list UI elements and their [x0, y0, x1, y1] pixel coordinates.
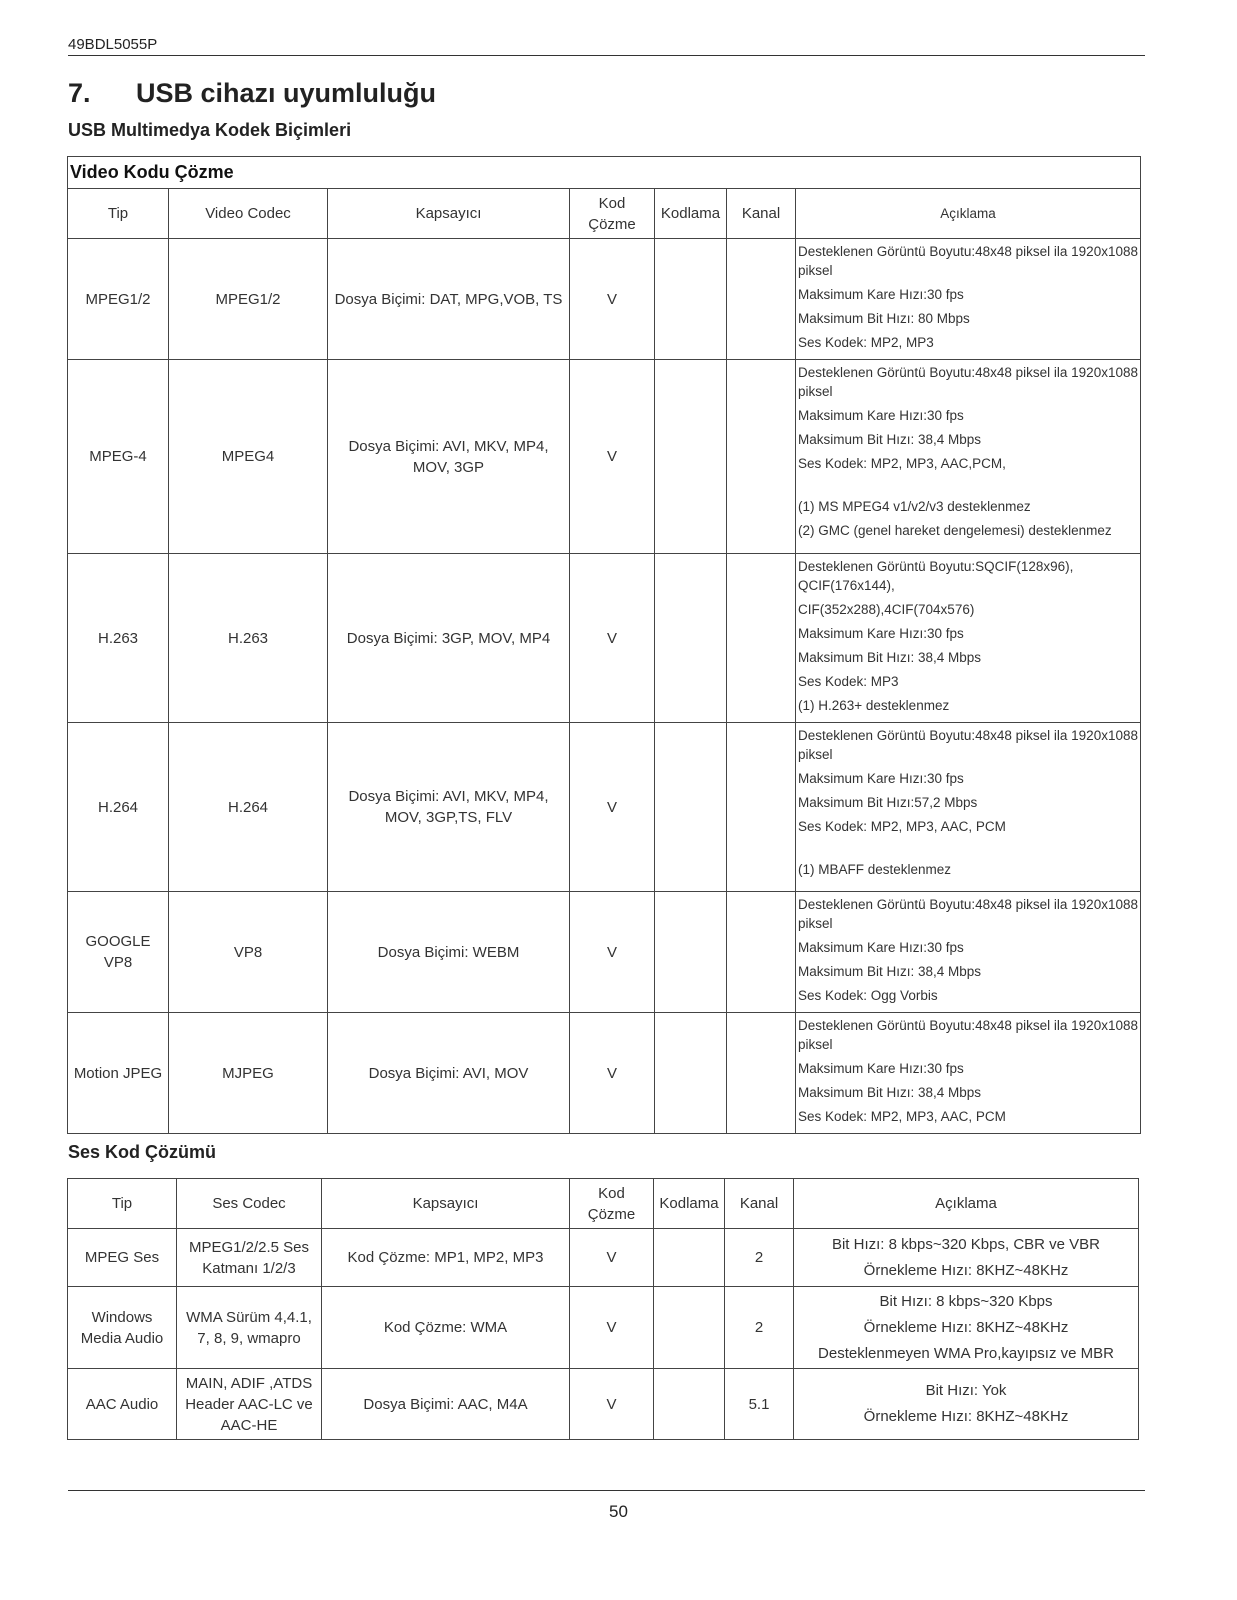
desc-line: Desteklenen Görüntü Boyutu:48x48 piksel ila 1920x1088 piksel — [798, 897, 1138, 931]
cell-channel: 2 — [725, 1287, 794, 1369]
table-row — [68, 1013, 1141, 1134]
cell-container: Dosya Biçimi: AVI, MKV, MP4, MOV, 3GP — [328, 360, 570, 554]
desc-note: (2) GMC (genel hareket dengelemesi) desteklenmez — [798, 523, 1112, 538]
table-row — [68, 723, 1141, 892]
section-title-text: USB cihazı uyumluluğu — [136, 78, 437, 108]
section-number: 7. — [68, 78, 91, 108]
cell-decode: V — [570, 239, 655, 360]
cell-decode: V — [570, 360, 655, 554]
desc-line: Maksimum Kare Hızı:30 fps — [798, 771, 964, 786]
table-row — [68, 1369, 1139, 1440]
cell-container: Dosya Biçimi: 3GP, MOV, MP4 — [328, 554, 570, 723]
cell-codec: MPEG1/2 — [169, 239, 328, 360]
desc-line: Desteklenen Görüntü Boyutu:SQCIF(128x96), QCIF(176x144), — [798, 559, 1074, 593]
page-number: 50 — [609, 1502, 628, 1521]
table-row — [68, 554, 1141, 723]
cell-description — [796, 1013, 1141, 1134]
desc-line: Desteklenen Görüntü Boyutu:48x48 piksel ila 1920x1088 piksel — [798, 365, 1138, 399]
cell-encode — [654, 1287, 725, 1369]
desc-line: Maksimum Bit Hızı:57,2 Mbps — [798, 795, 978, 810]
cell-decode: V — [570, 723, 655, 892]
cell-type: MPEG-4 — [68, 360, 169, 554]
cell-channel — [727, 892, 796, 1013]
col-header-channel: Kanal — [725, 1179, 794, 1229]
col-header-codec: Ses Codec — [177, 1179, 322, 1229]
desc-line: Desteklenen Görüntü Boyutu:48x48 piksel ila 1920x1088 piksel — [798, 244, 1138, 278]
desc-line: Ses Kodek: MP2, MP3, AAC, PCM — [798, 819, 1006, 834]
cell-description — [794, 1287, 1139, 1369]
table-row — [68, 1229, 1139, 1287]
audio-section-title: Ses Kod Çözümü — [68, 1142, 217, 1162]
cell-type: MPEG Ses — [68, 1229, 177, 1287]
col-header-type: Tip — [68, 189, 169, 239]
col-header-decode: Kod Çözme — [570, 1179, 654, 1229]
table-row — [68, 239, 1141, 360]
cell-encode — [655, 360, 727, 554]
cell-type: GOOGLE VP8 — [68, 892, 169, 1013]
cell-channel — [727, 1013, 796, 1134]
footer-divider — [68, 1490, 1145, 1491]
cell-encode — [655, 892, 727, 1013]
cell-container: Dosya Biçimi: WEBM — [328, 892, 570, 1013]
col-header-desc: Açıklama — [796, 189, 1141, 239]
cell-codec: MPEG1/2/2.5 Ses Katmanı 1/2/3 — [177, 1229, 322, 1287]
col-header-type: Tip — [68, 1179, 177, 1229]
cell-decode: V — [570, 1287, 654, 1369]
cell-channel — [727, 554, 796, 723]
cell-description — [796, 239, 1141, 360]
cell-channel: 2 — [725, 1229, 794, 1287]
cell-decode: V — [570, 1013, 655, 1134]
cell-channel — [727, 360, 796, 554]
header-divider — [68, 55, 1145, 56]
desc-note: (1) MS MPEG4 v1/v2/v3 desteklenmez — [798, 499, 1031, 514]
desc-line: Ses Kodek: Ogg Vorbis — [798, 988, 938, 1003]
desc-line: Ses Kodek: MP2, MP3 — [798, 335, 934, 350]
desc-line: CIF(352x288),4CIF(704x576) — [798, 602, 975, 617]
desc-line: Bit Hızı: Yok — [925, 1382, 1007, 1399]
desc-line: Örnekleme Hızı: 8KHZ~48KHz — [863, 1408, 1069, 1425]
desc-line: Maksimum Kare Hızı:30 fps — [798, 940, 964, 955]
cell-codec: MAIN, ADIF ,ATDS Header AAC-LC ve AAC-HE — [177, 1369, 322, 1440]
cell-decode: V — [570, 892, 655, 1013]
desc-line: Ses Kodek: MP2, MP3, AAC, PCM — [798, 1109, 1006, 1124]
cell-codec: MPEG4 — [169, 360, 328, 554]
cell-container: Kod Çözme: WMA — [322, 1287, 570, 1369]
table-row — [68, 1287, 1139, 1369]
cell-codec: H.263 — [169, 554, 328, 723]
col-header-container: Kapsayıcı — [322, 1179, 570, 1229]
cell-encode — [654, 1369, 725, 1440]
cell-encode — [655, 239, 727, 360]
cell-type: MPEG1/2 — [68, 239, 169, 360]
desc-line: Bit Hızı: 8 kbps~320 Kbps — [879, 1292, 1053, 1310]
desc-line: Maksimum Bit Hızı: 38,4 Mbps — [798, 650, 982, 665]
section-title — [68, 78, 436, 109]
cell-container: Kod Çözme: MP1, MP2, MP3 — [322, 1229, 570, 1287]
cell-decode: V — [570, 554, 655, 723]
desc-line: Maksimum Bit Hızı: 38,4 Mbps — [798, 1085, 982, 1100]
desc-line: Maksimum Kare Hızı:30 fps — [798, 287, 964, 302]
document-model: 49BDL5055P — [68, 36, 158, 53]
desc-line: Maksimum Bit Hızı: 80 Mbps — [798, 311, 970, 326]
cell-type: AAC Audio — [68, 1369, 177, 1440]
desc-line: Örnekleme Hızı: 8KHZ~48KHz — [863, 1261, 1069, 1279]
cell-container: Dosya Biçimi: DAT, MPG,VOB, TS — [328, 239, 570, 360]
col-header-channel: Kanal — [727, 189, 796, 239]
col-header-codec: Video Codec — [169, 189, 328, 239]
cell-type: Motion JPEG — [68, 1013, 169, 1134]
cell-encode — [655, 723, 727, 892]
section-subtitle: USB Multimedya Kodek Biçimleri — [68, 120, 352, 140]
col-header-encode: Kodlama — [654, 1179, 725, 1229]
cell-description — [794, 1369, 1139, 1440]
col-header-container: Kapsayıcı — [328, 189, 570, 239]
desc-line: Bit Hızı: 8 kbps~320 Kbps, CBR ve VBR — [831, 1235, 1101, 1253]
table-row — [68, 360, 1141, 554]
desc-line: Ses Kodek: MP3 — [798, 674, 899, 689]
cell-codec: H.264 — [169, 723, 328, 892]
cell-container: Dosya Biçimi: AVI, MKV, MP4, MOV, 3GP,TS, FLV — [328, 723, 570, 892]
audio-codec-table — [67, 1178, 1139, 1440]
cell-encode — [655, 554, 727, 723]
cell-description — [796, 892, 1141, 1013]
cell-codec: MJPEG — [169, 1013, 328, 1134]
desc-line: Maksimum Bit Hızı: 38,4 Mbps — [798, 432, 982, 447]
cell-container: Dosya Biçimi: AVI, MOV — [328, 1013, 570, 1134]
cell-encode — [654, 1229, 725, 1287]
desc-line: Desteklenen Görüntü Boyutu:48x48 piksel ila 1920x1088 piksel — [798, 728, 1138, 762]
cell-codec: WMA Sürüm 4,4.1, 7, 8, 9, wmapro — [177, 1287, 322, 1369]
desc-note: (1) MBAFF desteklenmez — [798, 862, 952, 877]
cell-codec: VP8 — [169, 892, 328, 1013]
cell-type: H.263 — [68, 554, 169, 723]
desc-note: (1) H.263+ desteklenmez — [798, 698, 950, 713]
desc-line: Desteklenmeyen WMA Pro,kayıpsız ve MBR — [818, 1344, 1114, 1362]
table-row — [68, 892, 1141, 1013]
cell-decode: V — [570, 1369, 654, 1440]
col-header-encode: Kodlama — [655, 189, 727, 239]
desc-line: Maksimum Bit Hızı: 38,4 Mbps — [798, 964, 982, 979]
col-header-desc: Açıklama — [794, 1179, 1139, 1229]
cell-type: H.264 — [68, 723, 169, 892]
col-header-decode: Kod Çözme — [570, 189, 655, 239]
video-codec-table — [67, 156, 1141, 1134]
cell-description — [796, 554, 1141, 723]
desc-line: Desteklenen Görüntü Boyutu:48x48 piksel ila 1920x1088 piksel — [798, 1018, 1138, 1052]
desc-line: Maksimum Kare Hızı:30 fps — [798, 1061, 964, 1076]
cell-type: Windows Media Audio — [68, 1287, 177, 1369]
cell-description — [796, 723, 1141, 892]
desc-line: Maksimum Kare Hızı:30 fps — [798, 408, 964, 423]
cell-description — [796, 360, 1141, 554]
cell-container: Dosya Biçimi: AAC, M4A — [322, 1369, 570, 1440]
cell-description — [794, 1229, 1139, 1287]
cell-channel — [727, 239, 796, 360]
cell-decode: V — [570, 1229, 654, 1287]
cell-channel: 5.1 — [725, 1369, 794, 1440]
desc-line: Ses Kodek: MP2, MP3, AAC,PCM, — [798, 456, 1006, 471]
cell-encode — [655, 1013, 727, 1134]
video-table-caption: Video Kodu Çözme — [68, 157, 1141, 189]
desc-line: Maksimum Kare Hızı:30 fps — [798, 626, 964, 641]
desc-line: Örnekleme Hızı: 8KHZ~48KHz — [863, 1318, 1069, 1336]
cell-channel — [727, 723, 796, 892]
